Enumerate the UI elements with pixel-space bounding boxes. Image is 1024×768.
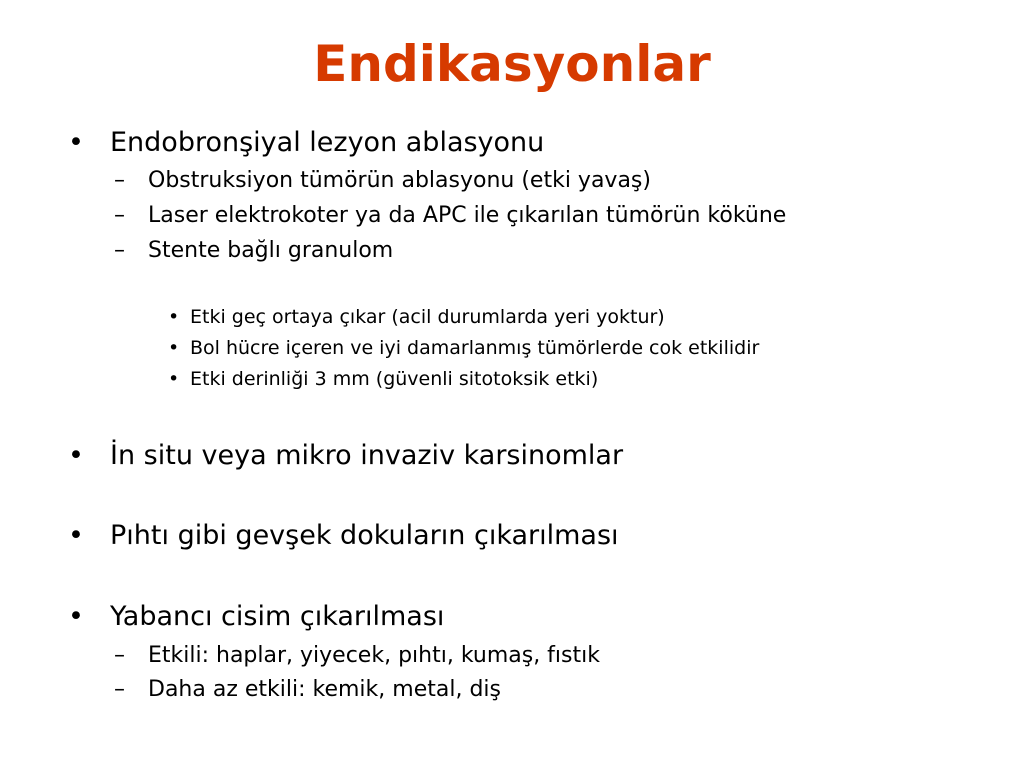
bullet-item: [68, 440, 623, 471]
dash-marker: –: [114, 238, 125, 263]
dash-marker: –: [114, 677, 125, 702]
bullet-item: [68, 601, 444, 632]
sub-bullet-text: Stente bağlı granulom: [148, 238, 394, 263]
bullet-marker: •: [68, 127, 84, 158]
bullet-marker: •: [168, 368, 180, 390]
sub-bullet-item: [114, 643, 600, 668]
sub-bullet-text: Etkili: haplar, yiyecek, pıhtı, kumaş, fıstık: [148, 643, 600, 668]
sub-sub-bullet-text: Etki geç ortaya çıkar (acil durumlarda yeri yoktur): [190, 306, 665, 328]
bullet-text: Endobronşiyal lezyon ablasyonu: [110, 127, 545, 158]
slide-title: Endikasyonlar: [313, 35, 711, 93]
sub-bullet-item: [114, 677, 501, 702]
bullet-marker: •: [68, 440, 84, 471]
bullet-text: Yabancı cisim çıkarılması: [110, 601, 445, 632]
bullet-item: [68, 127, 544, 158]
bullet-item: [68, 520, 619, 551]
bullet-text: İn situ veya mikro invaziv karsinomlar: [110, 440, 624, 471]
sub-bullet-item: [114, 238, 393, 263]
bullet-marker: •: [168, 306, 180, 328]
sub-bullet-text: Laser elektrokoter ya da APC ile çıkarılan tümörün köküne: [148, 203, 787, 228]
dash-marker: –: [114, 643, 125, 668]
bullet-marker: •: [168, 337, 180, 359]
sub-bullet-item: [114, 203, 786, 228]
sub-sub-bullet-item: [168, 337, 759, 359]
dash-marker: –: [114, 168, 125, 193]
bullet-marker: •: [68, 520, 84, 551]
sub-sub-bullet-item: [168, 368, 598, 390]
sub-sub-bullet-item: [168, 306, 665, 328]
sub-bullet-text: Daha az etkili: kemik, metal, diş: [148, 677, 501, 702]
bullet-marker: •: [68, 601, 84, 632]
sub-bullet-text: Obstruksiyon tümörün ablasyonu (etki yavaş): [148, 168, 651, 193]
bullet-text: Pıhtı gibi gevşek dokuların çıkarılması: [110, 520, 619, 551]
sub-sub-bullet-text: Etki derinliği 3 mm (güvenli sitotoksik etki): [190, 368, 599, 390]
sub-bullet-item: [114, 168, 651, 193]
sub-sub-bullet-text: Bol hücre içeren ve iyi damarlanmış tümörlerde cok etkilidir: [190, 337, 760, 359]
dash-marker: –: [114, 203, 125, 228]
